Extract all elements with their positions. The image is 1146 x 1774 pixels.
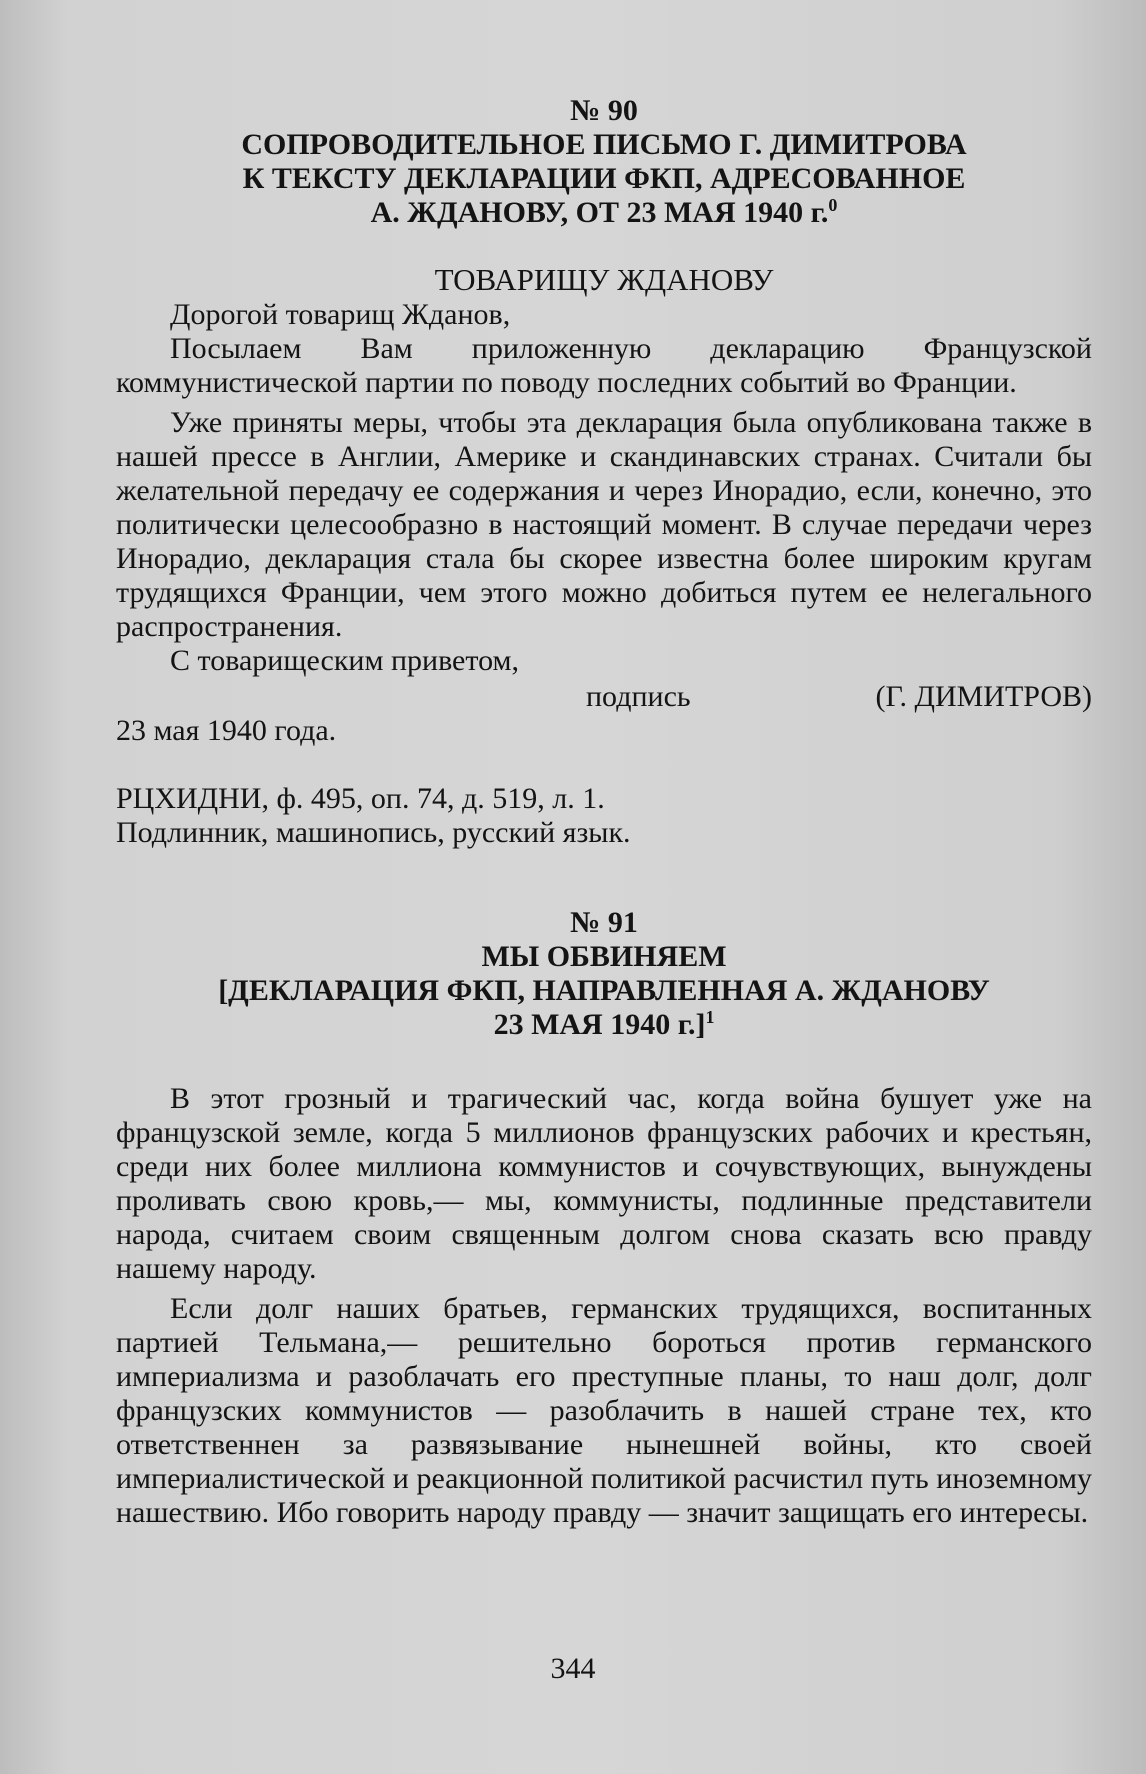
- letter-paragraph: Уже приняты меры, чтобы эта декларация была опубликована также в нашей прессе в Англии, Америке и скандинавских странах. Считали бы желательной передачу ее содержания и через Инорадио, если, конечно, это политически целесообразно в настоящий момент. В случае передачи через Инорадио, декларация стала бы скорее известна более широким кругам трудящихся Франции, чем этого можно добиться путем ее нелегального распространения.: [116, 406, 1092, 643]
- closing: С товарищеским приветом,: [170, 644, 519, 677]
- signature-label: подпись: [586, 680, 691, 713]
- salutation: Дорогой товарищ Жданов,: [170, 298, 511, 331]
- title-text: 23 МАЯ 1940 г.]: [493, 1008, 706, 1041]
- title-line: [116, 196, 1092, 230]
- letter-paragraph: Посылаем Вам приложенную декларацию Французской коммунистической партии по поводу последних событий во Франции.: [116, 332, 1092, 399]
- footnote-marker: 0: [828, 195, 838, 215]
- title-line: СОПРОВОДИТЕЛЬНОЕ ПИСЬМО Г. ДИМИТРОВА: [241, 128, 967, 161]
- addressee: ТОВАРИЩУ ЖДАНОВУ: [434, 262, 774, 297]
- letter-date: 23 мая 1940 года.: [116, 714, 337, 747]
- title-line: МЫ ОБВИНЯЕМ: [481, 940, 727, 973]
- signature-row: [116, 680, 1092, 714]
- document-number: № 90: [570, 94, 638, 127]
- title-text: А. ЖДАНОВУ, ОТ 23 МАЯ 1940 г.: [370, 196, 829, 229]
- declaration-body: [116, 1082, 1092, 1530]
- document-90: [116, 94, 1092, 850]
- page-number: 344: [550, 1652, 596, 1685]
- archive-note: Подлинник, машинопись, русский язык.: [116, 816, 631, 849]
- title-line: [116, 1008, 1092, 1042]
- archive-ref: РЦХИДНИ, ф. 495, оп. 74, д. 519, л. 1.: [116, 782, 605, 815]
- title-line: К ТЕКСТУ ДЕКЛАРАЦИИ ФКП, АДРЕСОВАННОЕ: [242, 162, 966, 195]
- declaration-paragraph: Если долг наших братьев, германских трудящихся, воспитанных партией Тельмана,— решительно бороться против германского империализма и разоблачать его преступные планы, то наш долг, долг французских коммунистов — разоблачить в нашей стране тех, кто ответственнен за развязывание нынешней войны, кто своей империалистической и реакционной политикой расчистил путь иноземному нашествию. Ибо говорить народу правду — значит защищать его интересы.: [116, 1292, 1092, 1529]
- document-number: № 91: [570, 906, 638, 939]
- document-title: [116, 128, 1092, 230]
- page-content: [116, 94, 1092, 1530]
- document-title: [116, 940, 1092, 1042]
- declaration-paragraph: В этот грозный и трагический час, когда война бушует уже на французской земле, когда 5 миллионов французских рабочих и крестьян, среди них более миллиона коммунистов и сочувствующих, вынуждены проливать свою кровь,— мы, коммунисты, подлинные представители народа, считаем своим священным долгом снова сказать всю правду нашему народу.: [116, 1082, 1092, 1285]
- archive-reference: [116, 782, 1092, 850]
- signature-name: (Г. ДИМИТРОВ): [875, 680, 1092, 713]
- title-line: [ДЕКЛАРАЦИЯ ФКП, НАПРАВЛЕННАЯ А. ЖДАНОВУ: [218, 974, 990, 1007]
- footnote-marker: 1: [705, 1007, 715, 1027]
- document-91: [116, 906, 1092, 1530]
